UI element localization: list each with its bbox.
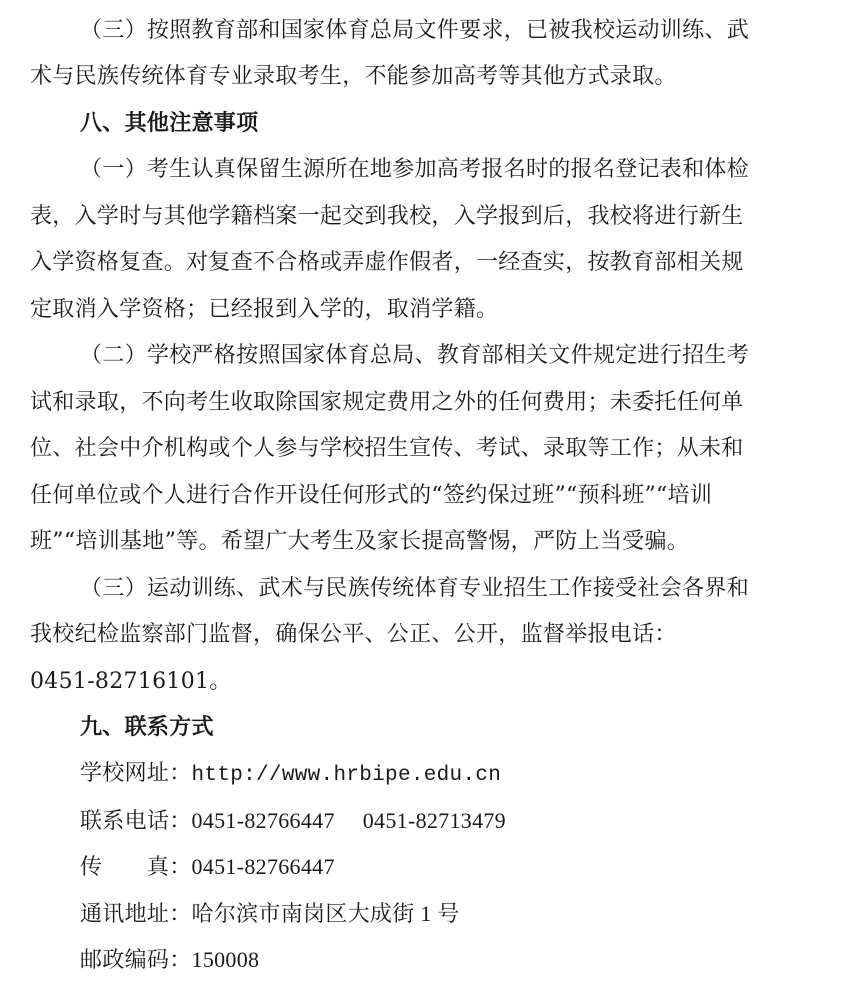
postcode-label: 邮政编码： — [80, 948, 192, 973]
address-label: 通讯地址： — [80, 902, 192, 927]
paragraph-line: 位、社会中介机构或个人参与学校招生宣传、考试、录取等工作；从未和 — [30, 436, 744, 461]
paragraph-line: （三）按照教育部和国家体育总局文件要求，已被我校运动训练、武 — [80, 18, 750, 43]
postcode-value: 150008 — [191, 947, 260, 972]
phone-number-2: 0451-82713479 — [362, 808, 506, 833]
contact-postcode — [0, 945, 863, 975]
paragraph-line: （二）学校严格按照国家体育总局、教育部相关文件规定进行招生考 — [80, 343, 750, 368]
phone-label: 联系电话： — [80, 809, 192, 834]
paragraph-line: 班”“培训基地”等。希望广大考生及家长提高警惕，严防上当受骗。 — [30, 529, 690, 554]
paragraph-line: 试和录取，不向考生收取除国家规定费用之外的任何费用；未委托任何单 — [30, 390, 744, 415]
paragraph-line: 任何单位或个人进行合作开设任何形式的“签约保过班”“预科班”“培训 — [30, 483, 713, 508]
paragraph-line: 0451-82716101。 — [30, 669, 232, 694]
paragraph-line: 我校纪检监察部门监督，确保公平、公正、公开，监督举报电话： — [30, 622, 677, 647]
paragraph-line: 术与民族传统体育专业录取考生，不能参加高考等其他方式录取。 — [30, 64, 677, 89]
phone-number-1: 0451-82766447 — [191, 808, 335, 833]
paragraph-line: 定取消入学资格；已经报到入学的，取消学籍。 — [30, 297, 499, 322]
contact-website — [0, 759, 863, 789]
contact-address — [0, 899, 863, 929]
paragraph-line: （一）考生认真保留生源所在地参加高考报名时的报名登记表和体检 — [80, 157, 750, 182]
website-label: 学校网址： — [80, 761, 192, 786]
address-value: 哈尔滨市南岗区大成街 1 号 — [191, 901, 460, 926]
paragraph-line: （三）运动训练、武术与民族传统体育专业招生工作接受社会各界和 — [80, 576, 750, 601]
paragraph-line: 入学资格复查。对复查不合格或弄虚作假者，一经查实，按教育部相关规 — [30, 250, 744, 275]
paragraph-line: 表，入学时与其他学籍档案一起交到我校，入学报到后，我校将进行新生 — [30, 204, 744, 229]
website-link[interactable]: http://www.hrbipe.edu.cn — [191, 764, 502, 787]
section-heading-8: 八、其他注意事项 — [80, 111, 259, 136]
contact-phone — [0, 806, 863, 836]
section-heading-9: 九、联系方式 — [80, 715, 214, 740]
contact-fax — [0, 852, 863, 882]
fax-number: 0451-82766447 — [191, 854, 335, 879]
fax-label: 传 真： — [80, 855, 192, 880]
